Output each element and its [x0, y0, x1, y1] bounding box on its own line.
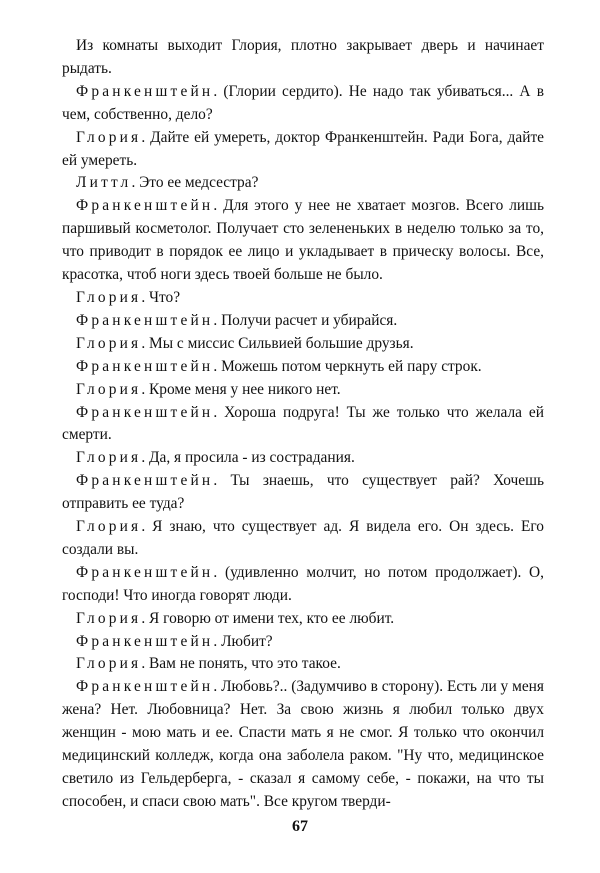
stage-direction — [62, 35, 544, 81]
speaker-name: Франкенштейн — [76, 197, 214, 215]
speaker-name: Франкенштейн — [76, 563, 214, 581]
dialogue-line — [62, 676, 544, 813]
dialogue-text: . Получи расчет и убирайся. — [213, 311, 398, 329]
speaker-name: Глория — [76, 128, 142, 146]
speaker-name: Глория — [76, 449, 142, 467]
speaker-name: Глория — [76, 288, 142, 306]
dialogue-text: . Мы с миссис Сильвией большие друзья. — [141, 334, 414, 352]
dialogue-text: . Вам не понять, что это такое. — [141, 655, 341, 673]
dialogue-line — [62, 333, 544, 356]
dialogue-line — [62, 195, 544, 287]
dialogue-text: . Это ее медсестра? — [131, 174, 259, 192]
dialogue-text: . Кроме меня у нее никого нет. — [141, 380, 341, 398]
dialogue-line — [62, 310, 544, 333]
dialogue-line — [62, 172, 544, 195]
speaker-name: Франкенштейн — [76, 472, 214, 490]
dialogue-text: . Дайте ей умереть, доктор Франкенштейн. Ради Бога, дайте ей умереть. — [62, 128, 544, 169]
speaker-name: Глория — [76, 334, 142, 352]
speaker-name: Франкенштейн — [76, 82, 214, 100]
dialogue-line — [62, 287, 544, 310]
dialogue-text: . Любит? — [213, 632, 273, 650]
dialogue-line — [62, 447, 544, 470]
speaker-name: Литтл — [76, 174, 132, 192]
dialogue-text: . Для этого у нее не хватает мозгов. Всего лишь паршивый косметолог. Получает сто зелененьких в неделю только за то, что приводит в порядок ее лицо и укладывает в прическу волосы. Все, красотка, чтоб ноги здесь твоей больше не было. — [62, 197, 544, 284]
dialogue-line — [62, 562, 544, 608]
dialogue-text: . Можешь потом черкнуть ей пару строк. — [213, 357, 482, 375]
dialogue-line — [62, 379, 544, 402]
dialogue-line — [62, 470, 544, 516]
dialogue-text: . Хороша подруга! Ты же только что желала ей смерти. — [62, 403, 544, 444]
dialogue-text: . (удивленно молчит, но потом продолжает). О, господи! Что иногда говорят люди. — [62, 563, 544, 604]
dialogue-line — [62, 608, 544, 631]
dialogue-text: . Любовь?.. (Задумчиво в сторону). Есть ли у меня жена? Нет. Любовница? Нет. За свою жизнь я любил только двух женщин - мою мать и ее. Спасти мать я не смог. Я только что окончил медицинский колледж, когда она заболела раком. "Ну что, медицинское светило из Гельдерберга, - сказал я самому себе, - покажи, на что ты способен, и спаси свою мать". Все кругом тверди- — [62, 678, 544, 810]
dialogue-line — [62, 81, 544, 127]
speaker-name: Франкенштейн — [76, 632, 214, 650]
dialogue-text: . Что? — [141, 288, 181, 306]
dialogue-line — [62, 516, 544, 562]
dialogue-text: . Да, я просила - из сострадания. — [141, 449, 355, 467]
speaker-name: Глория — [76, 518, 142, 536]
stage-direction-text: Из комнаты выходит Глория, плотно закрывает дверь и начинает рыдать. — [62, 37, 544, 77]
speaker-name: Глория — [76, 609, 142, 627]
speaker-name: Франкенштейн — [76, 311, 214, 329]
dialogue-text: . Ты знаешь, что существует рай? Хочешь отправить ее туда? — [62, 472, 544, 513]
dialogue-line — [62, 127, 544, 173]
speaker-name: Глория — [76, 380, 142, 398]
page-text — [62, 35, 544, 814]
dialogue-line — [62, 631, 544, 654]
dialogue-text: . Я знаю, что существует ад. Я видела его. Он здесь. Его создали вы. — [62, 518, 544, 558]
dialogue-line — [62, 356, 544, 379]
dialogue-text: . (Глории сердито). Не надо так убиваться... А в чем, собственно, дело? — [62, 82, 544, 123]
dialogue-line — [62, 402, 544, 448]
dialogue-line — [62, 653, 544, 676]
speaker-name: Глория — [76, 655, 142, 673]
dialogue-text: . Я говорю от имени тех, кто ее любит. — [141, 609, 395, 627]
speaker-name: Франкенштейн — [76, 678, 214, 696]
speaker-name: Франкенштейн — [76, 357, 214, 375]
page-number: 67 — [292, 818, 308, 835]
speaker-name: Франкенштейн — [76, 403, 214, 421]
